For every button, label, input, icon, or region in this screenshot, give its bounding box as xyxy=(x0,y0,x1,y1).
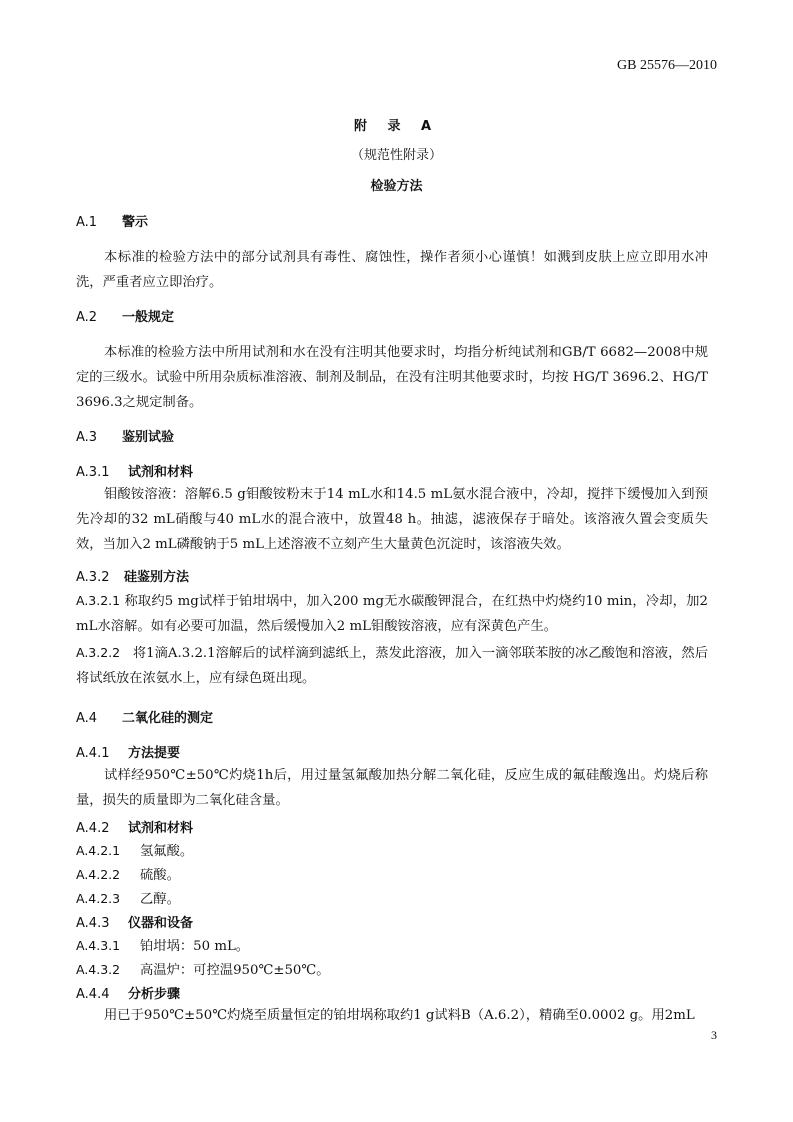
section-title: 鉴别试验 xyxy=(122,430,175,445)
clause-text: 氢氟酸。 xyxy=(140,844,194,859)
section-number: A.1 xyxy=(76,215,98,230)
clause-number: A.4.3.1 xyxy=(76,938,121,953)
section-title: 一般规定 xyxy=(122,310,175,325)
subsection-heading-a43 xyxy=(76,912,193,931)
section-heading-a4 xyxy=(76,707,213,726)
section-title: 分析步骤 xyxy=(128,987,181,1002)
subsection-heading-a42 xyxy=(76,817,193,836)
section-number: A.4.2 xyxy=(76,821,110,836)
section-number: A.2 xyxy=(76,310,98,325)
clause-text: 将1滴A.3.2.1溶解后的试样滴到滤纸上，蒸发此溶液，加入一滴邻联苯胺的冰乙酸饱和溶液，然后将试纸放在浓氨水上，应有绿色斑出现。 xyxy=(76,646,708,686)
clause-number: A.4.2.2 xyxy=(76,867,121,882)
clause-number: A.4.2.1 xyxy=(76,843,121,858)
section-title: 仪器和设备 xyxy=(128,916,194,931)
section-number: A.4.4 xyxy=(76,987,110,1002)
general-rules-paragraph: 本标准的检验方法中所用试剂和水在没有注明其他要求时，均指分析纯试剂和GB/T 6682—2008中规定的三级水。试验中所用杂质标准溶液、制剂及制品，在没有注明其他要求时，均按 HG/T 3696.2、HG/T 3696.3之规定制备。 xyxy=(76,345,708,410)
clause-a423 xyxy=(76,888,180,907)
warning-paragraph: 本标准的检验方法中的部分试剂具有毒性、腐蚀性，操作者须小心谨慎！如溅到皮肤上应立即用水冲洗，严重者应立即治疗。 xyxy=(76,250,708,290)
clause-a431 xyxy=(76,935,249,954)
clause-number: A.3.2.1 xyxy=(76,593,121,608)
clause-a322 xyxy=(76,640,708,691)
subsection-heading-a44 xyxy=(76,983,180,1002)
clause-text: 乙醇。 xyxy=(140,892,180,907)
standard-code: GB 25576—2010 xyxy=(617,58,717,73)
subsection-heading-a31 xyxy=(76,461,193,480)
section-number: A.3.1 xyxy=(76,465,110,480)
clause-number: A.4.2.3 xyxy=(76,891,121,906)
clause-a432 xyxy=(76,959,330,978)
clause-number: A.3.2.2 xyxy=(76,645,121,660)
clause-a421 xyxy=(76,840,193,859)
clause-text: 铂坩埚：50 mL。 xyxy=(140,939,250,954)
section-number: A.4 xyxy=(76,711,98,726)
annex-nature: （规范性附录） xyxy=(350,148,442,163)
clause-number: A.4.3.2 xyxy=(76,962,121,977)
clause-text: 称取约5 mg试样于铂坩埚中，加入200 mg无水碳酸钾混合，在红热中灼烧约10 min，冷却，加2 mL水溶解。如有必要可加温，然后缓慢加入2 mL钼酸铵溶液，应有深黄色产生。 xyxy=(76,594,708,634)
section-title: 硅鉴别方法 xyxy=(124,570,190,585)
clause-a422 xyxy=(76,864,180,883)
section-title: 试剂和材料 xyxy=(128,465,194,480)
section-number: A.3.2 xyxy=(76,570,110,585)
reagent-paragraph: 钼酸铵溶液：溶解6.5 g钼酸铵粉末于14 mL水和14.5 mL氨水混合液中，冷却，搅拌下缓慢加入到预先冷却的32 mL硝酸与40 mL水的混合液中，放置48 h。抽滤，滤液保存于暗处。该溶液久置会变质失效，当加入2 mL磷酸钠于5 mL上述溶液不立刻产生大量黄色沉淀时，该溶液失效。 xyxy=(76,487,708,552)
section-heading-a2 xyxy=(76,306,174,325)
section-heading-a1 xyxy=(76,211,148,230)
section-heading-a3 xyxy=(76,426,174,445)
annex-title: 检验方法 xyxy=(370,179,423,194)
clause-text: 硫酸。 xyxy=(140,868,180,883)
section-number: A.4.3 xyxy=(76,916,110,931)
section-title: 二氧化硅的测定 xyxy=(122,711,214,726)
clause-a321 xyxy=(76,588,708,639)
subsection-heading-a41 xyxy=(76,742,180,761)
section-number: A.3 xyxy=(76,430,98,445)
annex-label: 附 录 A xyxy=(353,119,440,134)
subsection-heading-a32 xyxy=(76,566,189,585)
section-title: 警示 xyxy=(122,215,149,230)
section-number: A.4.1 xyxy=(76,746,110,761)
procedure-paragraph: 用已于950℃±50℃灼烧至质量恒定的铂坩埚称取约1 g试料B（A.6.2），精确至0.0002 g。用2mL xyxy=(104,1008,695,1023)
method-summary-paragraph: 试样经950℃±50℃灼烧1h后，用过量氢氟酸加热分解二氧化硅，反应生成的氟硅酸逸出。灼烧后称量，损失的质量即为二氧化硅含量。 xyxy=(76,768,708,808)
section-title: 试剂和材料 xyxy=(128,821,194,836)
page-number: 3 xyxy=(711,1028,717,1042)
section-title: 方法提要 xyxy=(128,746,181,761)
clause-text: 高温炉：可控温950℃±50℃。 xyxy=(140,963,330,978)
